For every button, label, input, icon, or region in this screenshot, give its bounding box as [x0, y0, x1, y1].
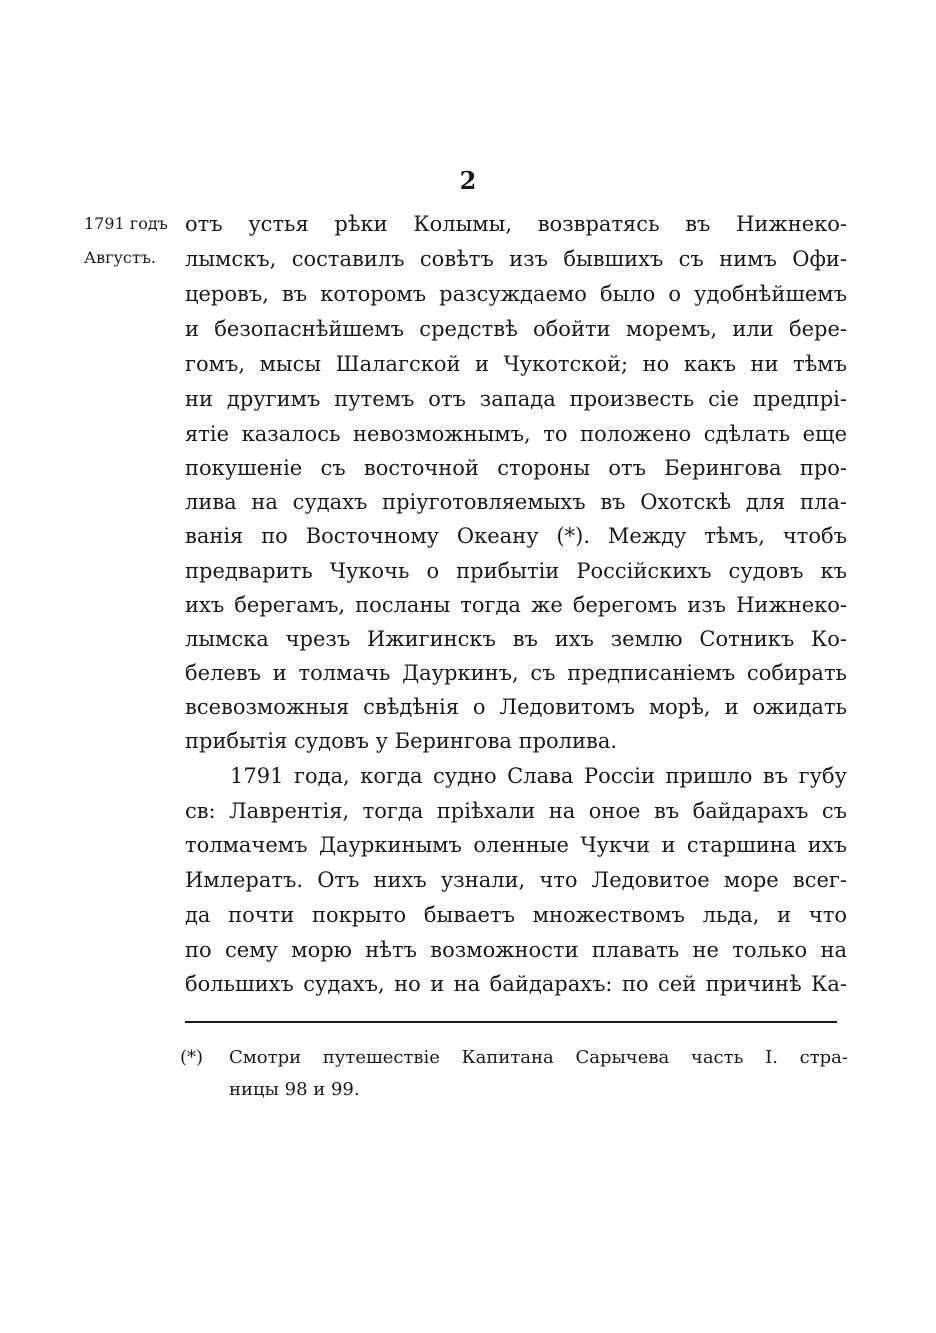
text-line: ятіе казалось невозможнымъ, то положено сдѣлать еще — [185, 422, 847, 446]
footnote-text: Смотри путешествіе Капитана Сарычева часть I. стра- — [229, 1047, 848, 1068]
text-line: и безопаснѣйшемъ средствѣ обойти моремъ, или бере- — [185, 317, 847, 341]
margin-note-year: 1791 годъ — [84, 214, 168, 233]
text-line: покушеніе съ восточной стороны отъ Берингова про- — [185, 456, 847, 480]
text-line: предварить Чукочь о прибытіи Россійскихъ судовъ къ — [185, 559, 847, 583]
text-line: толмачемъ Дауркинымъ оленные Чукчи и старшина ихъ — [185, 833, 847, 857]
text-line: по сему морю нѣтъ возможности плавать не только на — [185, 938, 847, 962]
text-line: ни другимъ путемъ отъ запада произвесть сіе предпрі- — [185, 387, 847, 411]
text-line: белевъ и толмачь Дауркинъ, съ предписаніемъ собирать — [185, 661, 847, 685]
text-line: прибытія судовъ у Берингова пролива. — [185, 729, 618, 753]
footnote-rule — [185, 1021, 837, 1023]
text-line: большихъ судахъ, но и на байдарахъ: по сей причинѣ Ка- — [185, 972, 847, 996]
text-line: да почти покрыто бываетъ множествомъ льда, и что — [185, 903, 847, 927]
page-number: 2 — [459, 166, 477, 195]
footnote-text: ницы 98 и 99. — [229, 1079, 360, 1100]
text-line: лымска чрезъ Ижигинскъ въ ихъ землю Сотникъ Ко- — [185, 627, 847, 651]
text-line: отъ устья рѣки Колымы, возвратясь въ Нижнеко- — [185, 212, 847, 236]
text-line: св: Лаврентія, тогда пріѣхали на оное въ байдарахъ съ — [185, 799, 847, 823]
text-line: церовъ, въ которомъ разсуждаемо было о удобнѣйшемъ — [185, 282, 847, 306]
text-line: гомъ, мысы Шалагской и Чукотской; но какъ ни тѣмъ — [185, 352, 847, 376]
footnote-marker: (*) — [180, 1047, 204, 1068]
text-line: всевозможныя свѣдѣнія о Ледовитомъ морѣ, и ожидать — [185, 695, 847, 719]
margin-note-month: Августъ. — [84, 248, 156, 267]
text-line: лымскъ, составилъ совѣтъ изъ бывшихъ съ нимъ Офи- — [185, 247, 847, 271]
text-line: ванія по Восточному Океану (*). Между тѣмъ, чтобъ — [185, 524, 847, 548]
text-line: 1791 года, когда судно Слава Россіи пришло въ губу — [230, 764, 847, 788]
text-line: лива на судахъ пріуготовляемыхъ въ Охотскѣ для пла- — [185, 490, 847, 514]
text-line: Имлератъ. Отъ нихъ узнали, что Ледовитое море всег- — [185, 868, 847, 892]
text-line: ихъ берегамъ, посланы тогда же берегомъ изъ Нижнеко- — [185, 593, 847, 617]
